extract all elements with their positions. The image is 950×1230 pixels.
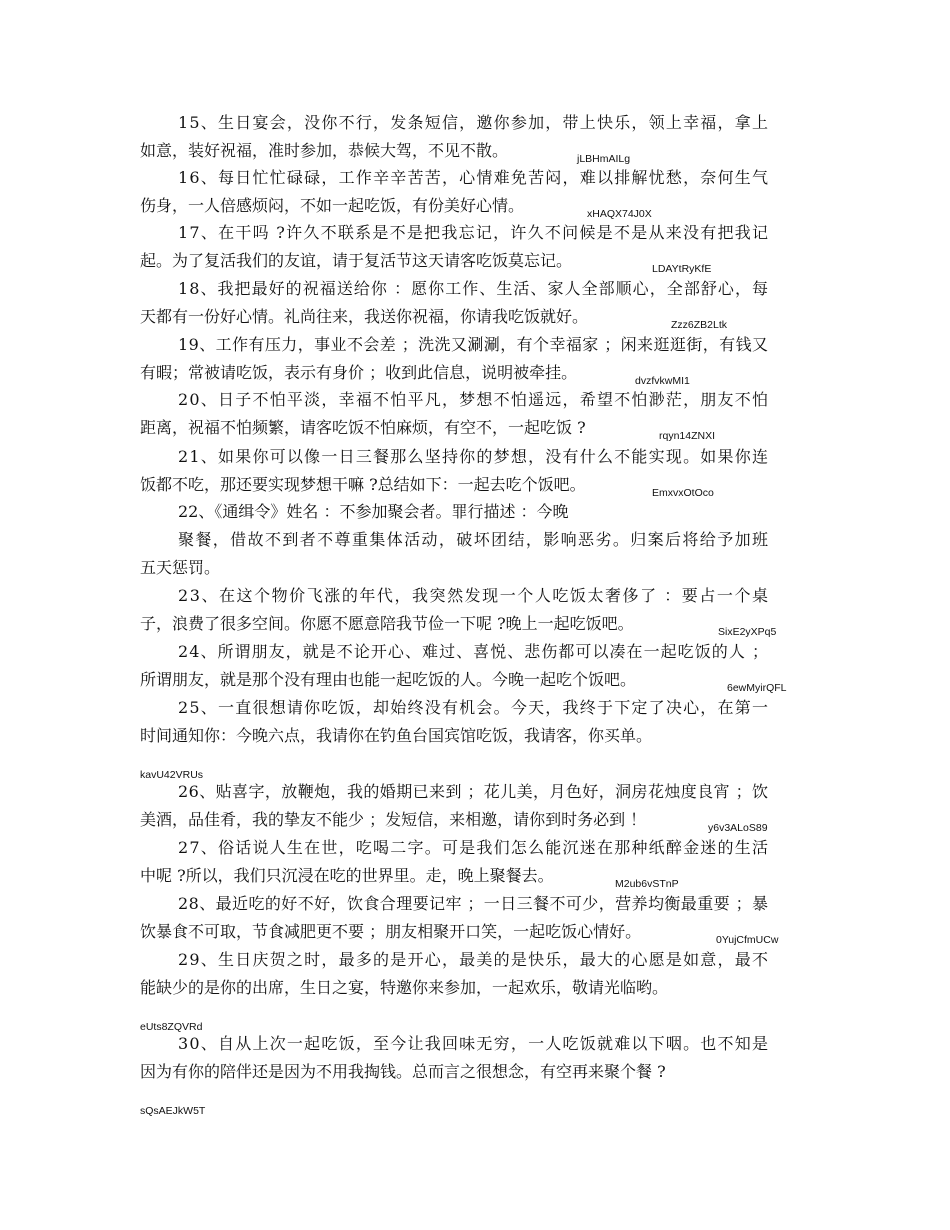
entry-first-line — [0, 694, 950, 722]
entry-text: 25、一直很想请你吃饭，却始终没有机会。今天，我终于下定了决心，在第一 — [178, 698, 770, 717]
entry-text: 天都有一份好心情。礼尚往来，我送你祝福，你请我吃饭就好。 — [140, 307, 589, 326]
entry-first-line — [0, 219, 950, 247]
entry-text: 21、如果你可以像一日三餐那么坚持你的梦想，没有什么不能实现。如果你连 — [178, 447, 770, 466]
entry-text: 15、生日宴会，没你不行，发条短信，邀你参加，带上快乐，领上幸福，拿上 — [178, 113, 770, 132]
entry-continuation-line — [0, 471, 950, 499]
entry-first-line — [0, 582, 950, 610]
entry-text: 18、我把最好的祝福送给你 ：愿你工作、生活、家人全部顺心，全部舒心，每 — [178, 279, 770, 298]
entry-first-line — [0, 386, 950, 414]
entry-text: 中呢 ?所以，我们只沉浸在吃的世界里。走，晚上聚餐去。 — [140, 866, 554, 885]
entry-text: 19、工作有压力，事业不会差 ；洗洗又涮涮，有个幸福家 ；闲来逛逛街，有钱又 — [178, 335, 769, 354]
entry-code: SixE2yXPq5 — [718, 626, 777, 638]
entry-first-line — [0, 331, 950, 359]
entry-first-line — [0, 946, 950, 974]
entry-continuation-line — [0, 359, 950, 387]
entry-continuation-line — [0, 666, 950, 694]
entry-continuation-line — [0, 862, 950, 890]
entry-first-line — [0, 164, 950, 192]
entry-code: sQsAEJkW5T — [140, 1105, 206, 1117]
entry-code: rqyn14ZNXI — [659, 430, 716, 442]
entry-text: 22、《通缉令》姓名 ：不参加聚会者。罪行描述 ：今晚 — [178, 502, 569, 521]
entry-text: 16、每日忙忙碌碌，工作辛辛苦苦，心情难免苦闷，难以排解忧愁，奈何生气 — [178, 168, 770, 187]
entry-text: 距离，祝福不怕频繁，请客吃饭不怕麻烦，有空不，一起吃饭 ? — [140, 418, 586, 437]
entry-code: 0YujCfmUCw — [716, 934, 779, 946]
entry-text: 28、最近吃的好不好，饮食合理要记牢 ；一日三餐不可少，营养均衡最重要 ；暴 — [178, 894, 769, 913]
entry-text: 24、所谓朋友，就是不论开心、难过、喜悦、悲伤都可以凑在一起吃饭的人 ； — [178, 642, 770, 661]
entry-first-line — [0, 834, 950, 862]
entry-text: 29、生日庆贺之时，最多的是开心，最美的是快乐，最大的心愿是如意，最不 — [178, 950, 770, 969]
entry-continuation-line — [0, 303, 950, 331]
entry-code: EmxvxOtOco — [652, 487, 714, 499]
entry-continuation-line — [0, 247, 950, 275]
entry-code: 6ewMyirQFL — [727, 682, 787, 694]
entry-continuation-line — [0, 192, 950, 220]
entry-first-line — [0, 109, 950, 137]
entry-continuation-line — [0, 722, 950, 750]
entry-continuation-line — [0, 974, 950, 1002]
entry-text: 饭都不吃，那还要实现梦想干嘛 ?总结如下：一起去吃个饭吧。 — [140, 475, 586, 494]
entry-first-line — [0, 778, 950, 806]
entry-text: 所谓朋友，就是那个没有理由也能一起吃饭的人。今晚一起吃个饭吧。 — [140, 670, 637, 689]
entry-text: 20、日子不怕平淡，幸福不怕平凡，梦想不怕遥远，希望不怕渺茫，朋友不怕 — [178, 390, 770, 409]
entry-code: dvzfvkwMI1 — [635, 375, 690, 387]
entry-first-line — [0, 1030, 950, 1058]
entry-first-line — [0, 275, 950, 303]
entry-continuation-line — [0, 554, 950, 582]
entry-text: 如意，装好祝福，准时参加，恭候大驾，不见不散。 — [140, 141, 509, 160]
entry-text: 有暇；常被请吃饭，表示有身价 ；收到此信息，说明被牵挂。 — [140, 363, 578, 382]
entry-code: xHAQX74J0X — [587, 208, 652, 220]
entry-code: y6v3ALoS89 — [708, 822, 768, 834]
entry-continuation-line — [0, 526, 950, 554]
entry-text: 时间通知你：今晚六点，我请你在钓鱼台国宾馆吃饭，我请客，你买单。 — [140, 726, 653, 745]
entry-continuation-line — [0, 806, 950, 834]
entry-text: 23、在这个物价飞涨的年代，我突然发现一个人吃饭太奢侈了 ：要占一个桌 — [178, 586, 770, 605]
entry-text: 因为有你的陪伴还是因为不用我掏钱。总而言之很想念，有空再来聚个餐 ? — [140, 1062, 666, 1081]
entry-text: 聚餐，借故不到者不尊重集体活动，破坏团结，影响恶劣。归案后将给予加班 — [178, 530, 770, 549]
entry-continuation-line — [0, 610, 950, 638]
entry-code: eUts8ZQVRd — [140, 1021, 203, 1033]
entry-text: 30、自从上次一起吃饭，至今让我回味无穷，一人吃饭就难以下咽。也不知是 — [178, 1034, 770, 1053]
entry-text: 26、贴喜字，放鞭炮，我的婚期已来到 ；花儿美，月色好，洞房花烛度良宵 ；饮 — [178, 782, 769, 801]
entry-code: jLBHmAILg — [577, 153, 631, 165]
entry-first-line — [0, 498, 950, 526]
entry-text: 饮暴食不可取，节食减肥更不要 ；朋友相聚开口笑，一起吃饭心情好。 — [140, 922, 642, 941]
entry-text: 起。为了复活我们的友谊，请于复活节这天请客吃饭莫忘记。 — [140, 251, 573, 270]
entry-text: 五天惩罚。 — [140, 558, 221, 577]
entry-code: M2ub6vSTnP — [615, 878, 679, 890]
entry-text: 27、俗话说人生在世，吃喝二字。可是我们怎么能沉迷在那种纸醉金迷的生活 — [178, 838, 770, 857]
entry-first-line — [0, 890, 950, 918]
entry-code: kavU42VRUs — [140, 769, 204, 781]
entry-continuation-line — [0, 1058, 950, 1086]
entry-text: 能缺少的是你的出席，生日之宴，特邀你来参加，一起欢乐，敬请光临哟。 — [140, 978, 669, 997]
entry-code: Zzz6ZB2Ltk — [671, 319, 728, 331]
entry-first-line — [0, 638, 950, 666]
entry-code: LDAYtRyKfE — [652, 263, 712, 275]
entry-text: 子，浪费了很多空间。你愿不愿意陪我节俭一下呢 ?晚上一起吃饭吧。 — [140, 614, 634, 633]
entry-continuation-line — [0, 414, 950, 442]
entry-text: 17、在干吗 ?许久不联系是不是把我忘记，许久不问候是不是从来没有把我记 — [178, 223, 770, 242]
entry-first-line — [0, 443, 950, 471]
entry-continuation-line — [0, 918, 950, 946]
entry-text: 美酒，品佳肴，我的挚友不能少 ；发短信，来相邀，请你到时务必到 ！ — [140, 810, 647, 829]
entry-continuation-line — [0, 137, 950, 165]
entry-text: 伤身，一人倍感烦闷，不如一起吃饭，有份美好心情。 — [140, 196, 525, 215]
